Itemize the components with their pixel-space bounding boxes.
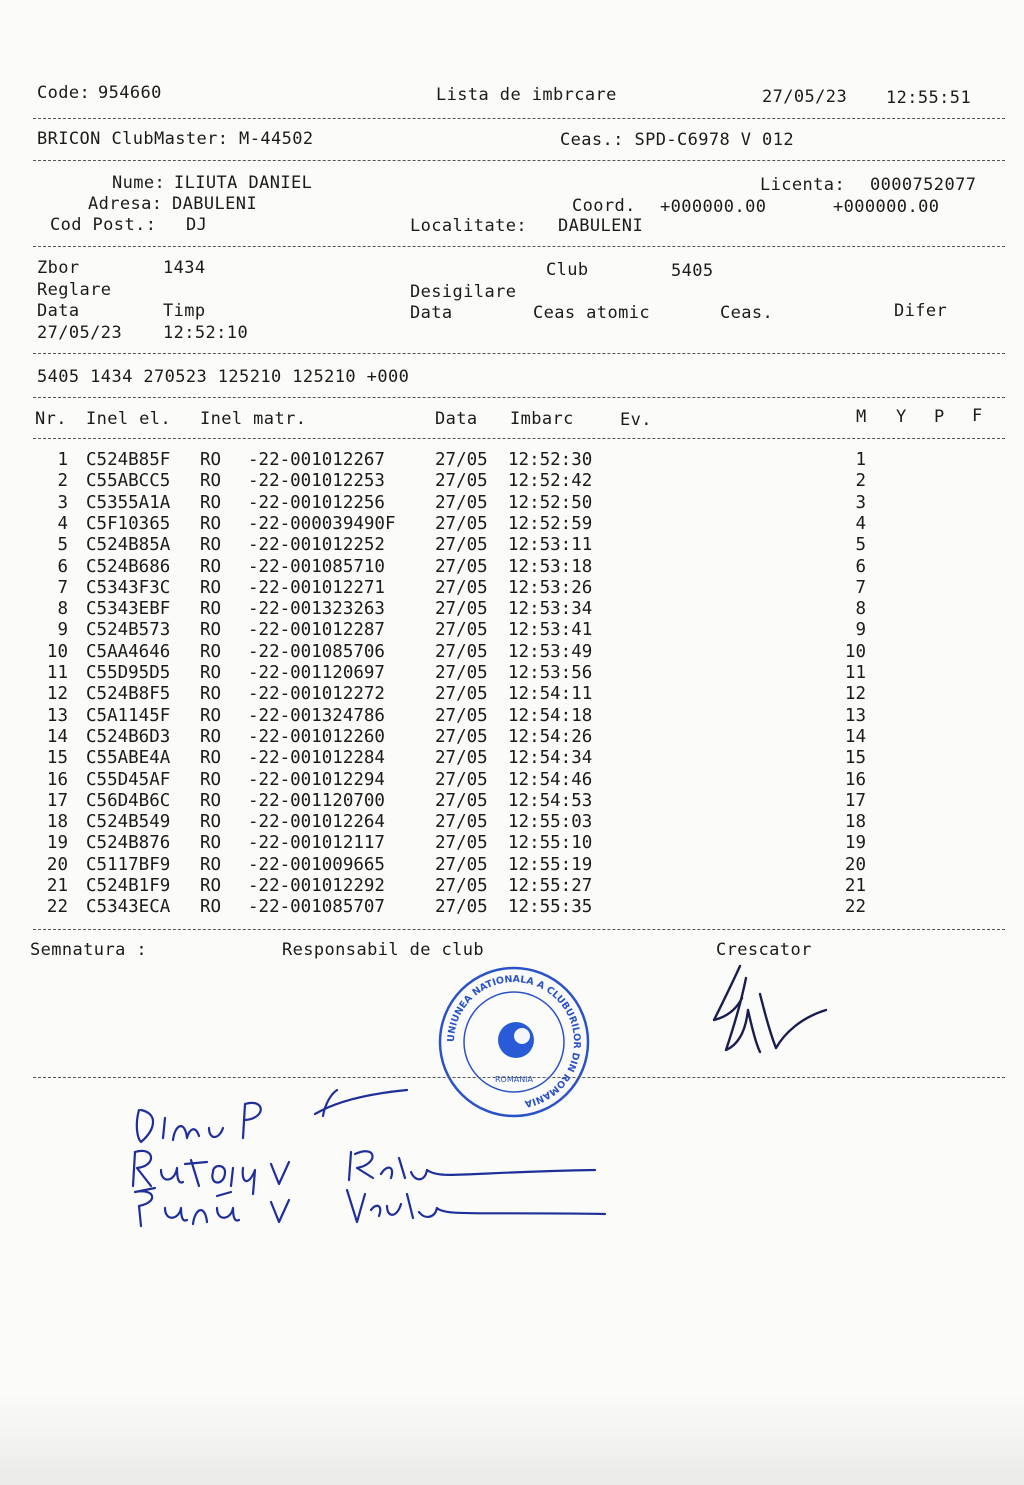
row-number: 10	[46, 641, 68, 662]
row-number: 22	[46, 897, 68, 918]
country-code: RO	[200, 620, 222, 641]
sequence-m: 19	[844, 833, 866, 854]
country-code: RO	[200, 876, 222, 896]
code-label: Code:	[37, 83, 91, 103]
boarding-time: 12:52:30	[508, 450, 593, 470]
boarding-date: 27/05	[435, 471, 488, 492]
sequence-m: 22	[844, 897, 866, 918]
sequence-m: 10	[844, 641, 866, 662]
boarding-date: 27/05	[435, 577, 488, 598]
boarding-time: 12:55:03	[508, 812, 593, 833]
ring-number: -22-001012260	[248, 726, 385, 747]
electronic-ring: C524B876	[86, 833, 171, 854]
electronic-ring: C524B573	[86, 620, 171, 641]
country-code: RO	[200, 854, 222, 875]
electronic-ring: C524B6D3	[86, 726, 171, 747]
boarding-date: 27/05	[435, 556, 488, 577]
ring-number: -22-001120700	[248, 790, 385, 811]
boarding-date: 27/05	[435, 833, 488, 854]
boarding-date: 27/05	[435, 748, 488, 769]
separator	[33, 246, 1005, 247]
stamp-inner-text: ROMANIA	[494, 1075, 534, 1084]
col-electronic-ring: Inel el.	[86, 409, 172, 429]
country-code: RO	[200, 705, 222, 726]
locality-value: DABULENI	[558, 216, 644, 236]
boarding-time: 12:55:10	[508, 833, 593, 854]
desigilare-data-label: Data	[410, 303, 453, 323]
atomic-clock-label: Ceas atomic	[533, 303, 650, 323]
boarding-date: 27/05	[435, 705, 488, 726]
row-number: 4	[57, 513, 68, 534]
boarding-time: 12:53:41	[508, 620, 593, 641]
data-label: Data	[37, 301, 80, 321]
separator	[33, 118, 1005, 119]
owner-name: ILIUTA DANIEL	[174, 173, 313, 193]
ring-number: -22-001012294	[248, 769, 385, 790]
summary-line: 5405 1434 270523 125210 125210 +000	[37, 367, 410, 387]
boarding-date: 27/05	[435, 663, 488, 683]
license-label: Licenta:	[760, 175, 846, 195]
row-number: 18	[46, 812, 68, 833]
boarding-time: 12:53:34	[508, 599, 593, 620]
sequence-m: 17	[844, 790, 866, 811]
sequence-m: 13	[844, 705, 866, 726]
country-code: RO	[200, 535, 222, 556]
flight-label: Zbor	[37, 258, 80, 278]
boarding-date: 27/05	[435, 897, 488, 918]
signature-label: Semnatura :	[30, 940, 147, 960]
sequence-m: 8	[855, 599, 866, 620]
ring-number: -22-001012256	[248, 492, 385, 513]
separator	[33, 1077, 1005, 1078]
postal-code: DJ	[186, 215, 208, 235]
clock-label: Ceas.	[720, 303, 774, 323]
country-code: RO	[200, 599, 222, 620]
country-code: RO	[200, 812, 222, 833]
breeder-label: Crescator	[716, 940, 812, 960]
print-date: 27/05/23	[762, 87, 848, 107]
country-code: RO	[200, 684, 222, 705]
sequence-m: 9	[855, 620, 866, 641]
club-label: Club	[546, 260, 589, 280]
coord-label: Coord.	[572, 196, 636, 216]
country-code: RO	[200, 833, 222, 854]
col-boarding: Imbarc	[510, 409, 574, 429]
boarding-time: 12:52:59	[508, 513, 593, 534]
ring-number: -22-001085710	[248, 556, 385, 577]
sequence-m: 5	[855, 535, 866, 556]
sequence-m: 7	[855, 577, 866, 598]
separator	[33, 929, 1005, 930]
electronic-ring: C524B686	[86, 556, 171, 577]
ring-number: -22-001085707	[248, 897, 385, 918]
boarding-time: 12:53:18	[508, 556, 593, 577]
boarding-time: 12:53:26	[508, 577, 593, 598]
row-number: 11	[46, 663, 68, 683]
electronic-ring: C524B85F	[86, 450, 171, 470]
boarding-date: 27/05	[435, 769, 488, 790]
flight-number: 1434	[163, 258, 206, 278]
breeder-signature	[700, 958, 840, 1068]
ring-number: -22-000039490F	[248, 513, 396, 534]
clock-id: Ceas.: SPD-C6978 V 012	[560, 130, 794, 150]
electronic-ring: C5117BF9	[86, 854, 171, 875]
boarding-date: 27/05	[435, 450, 488, 470]
boarding-time: 12:55:19	[508, 854, 593, 875]
coord-y: +000000.00	[833, 197, 940, 217]
country-code: RO	[200, 641, 222, 662]
club-master: BRICON ClubMaster: M-44502	[37, 129, 314, 149]
document-title: Lista de imbrcare	[436, 85, 617, 105]
row-number: 2	[57, 471, 68, 492]
row-number: 16	[46, 769, 68, 790]
code-value: 954660	[98, 83, 162, 103]
boarding-time: 12:54:34	[508, 748, 593, 769]
ring-number: -22-001324786	[248, 705, 385, 726]
row-number: 19	[46, 833, 68, 854]
country-code: RO	[200, 748, 222, 769]
ring-number: -22-001012253	[248, 471, 385, 492]
row-number: 13	[46, 705, 68, 726]
electronic-ring: C55ABE4A	[86, 748, 171, 769]
electronic-ring: C55D45AF	[86, 769, 171, 790]
stamp-ring-text: UNIUNEA NATIONALA A CLUBURILOR DIN ROMANIA	[445, 973, 583, 1110]
country-code: RO	[200, 556, 222, 577]
separator	[33, 160, 1005, 161]
col-f: F	[972, 406, 983, 426]
col-y: Y	[896, 407, 907, 427]
club-responsible-label: Responsabil de club	[282, 940, 485, 960]
ring-number: -22-001012292	[248, 876, 385, 896]
difference-label: Difer	[894, 301, 948, 321]
country-code: RO	[200, 897, 222, 918]
row-number: 21	[46, 876, 68, 896]
sequence-m: 15	[844, 748, 866, 769]
country-code: RO	[200, 471, 222, 492]
ring-number: -22-001012264	[248, 812, 385, 833]
coord-x: +000000.00	[660, 197, 767, 217]
ring-number: -22-001085706	[248, 641, 385, 662]
boarding-date: 27/05	[435, 812, 488, 833]
name-label: Nume:	[112, 173, 166, 193]
boarding-date: 27/05	[435, 876, 488, 896]
boarding-time: 12:54:53	[508, 790, 593, 811]
license-number: 0000752077	[870, 175, 977, 195]
address-label: Adresa:	[88, 194, 163, 214]
separator	[33, 353, 1005, 354]
sequence-m: 4	[855, 513, 866, 534]
country-code: RO	[200, 663, 222, 683]
ring-number: -22-001323263	[248, 599, 385, 620]
country-code: RO	[200, 577, 222, 598]
reglare-date: 27/05/23	[37, 323, 123, 343]
electronic-ring: C5355A1A	[86, 492, 171, 513]
electronic-ring: C5A1145F	[86, 705, 171, 726]
boarding-date: 27/05	[435, 599, 488, 620]
boarding-date: 27/05	[435, 492, 488, 513]
row-number: 12	[46, 684, 68, 705]
ring-number: -22-001012252	[248, 535, 385, 556]
ring-number: -22-001012287	[248, 620, 385, 641]
col-m: M	[856, 407, 867, 427]
reglare-label: Reglare	[37, 280, 112, 300]
boarding-time: 12:54:26	[508, 726, 593, 747]
locality-label: Localitate:	[410, 216, 527, 236]
sequence-m: 6	[855, 556, 866, 577]
boarding-time: 12:53:11	[508, 535, 593, 556]
print-time: 12:55:51	[886, 88, 972, 108]
handwritten-notes	[125, 1084, 615, 1234]
sequence-m: 18	[844, 812, 866, 833]
boarding-time: 12:53:49	[508, 641, 593, 662]
boarding-time: 12:52:50	[508, 492, 593, 513]
sequence-m: 11	[844, 663, 866, 683]
electronic-ring: C55D95D5	[86, 663, 171, 683]
owner-address: DABULENI	[172, 194, 258, 214]
row-number: 15	[46, 748, 68, 769]
boarding-date: 27/05	[435, 620, 488, 641]
boarding-date: 27/05	[435, 726, 488, 747]
boarding-time: 12:54:46	[508, 769, 593, 790]
country-code: RO	[200, 513, 222, 534]
col-p: P	[934, 407, 945, 427]
ring-number: -22-001012272	[248, 684, 385, 705]
electronic-ring: C524B549	[86, 812, 171, 833]
desigilare-label: Desigilare	[410, 282, 517, 302]
boarding-time: 12:55:27	[508, 876, 593, 896]
boarding-date: 27/05	[435, 790, 488, 811]
boarding-date: 27/05	[435, 513, 488, 534]
reglare-time: 12:52:10	[163, 323, 249, 343]
club-number: 5405	[671, 261, 714, 281]
ring-number: -22-001012267	[248, 450, 385, 470]
ring-number: -22-001120697	[248, 663, 385, 683]
electronic-ring: C5AA4646	[86, 641, 171, 662]
electronic-ring: C5F10365	[86, 513, 171, 534]
sequence-m: 2	[855, 471, 866, 492]
separator	[33, 397, 1005, 398]
country-code: RO	[200, 726, 222, 747]
sequence-m: 20	[844, 854, 866, 875]
ring-number: -22-001012117	[248, 833, 385, 854]
col-event: Ev.	[620, 410, 652, 430]
row-number: 8	[57, 599, 68, 620]
electronic-ring: C5343F3C	[86, 577, 171, 598]
electronic-ring: C5343EBF	[86, 599, 171, 620]
electronic-ring: C5343ECA	[86, 897, 171, 918]
ring-number: -22-001012284	[248, 748, 385, 769]
boarding-date: 27/05	[435, 854, 488, 875]
boarding-date: 27/05	[435, 535, 488, 556]
boarding-time: 12:54:18	[508, 705, 593, 726]
electronic-ring: C55ABCC5	[86, 471, 171, 492]
sequence-m: 14	[844, 726, 866, 747]
country-code: RO	[200, 492, 222, 513]
col-nr: Nr.	[35, 409, 67, 429]
ring-number: -22-001012271	[248, 577, 385, 598]
row-number: 6	[57, 556, 68, 577]
row-number: 14	[46, 726, 68, 747]
separator	[33, 438, 1005, 439]
country-code: RO	[200, 450, 222, 470]
country-code: RO	[200, 790, 222, 811]
row-number: 20	[46, 854, 68, 875]
row-number: 3	[57, 492, 68, 513]
row-number: 17	[46, 790, 68, 811]
sequence-m: 12	[844, 684, 866, 705]
boarding-date: 27/05	[435, 641, 488, 662]
row-number: 1	[57, 450, 68, 470]
col-ring-number: Inel matr.	[200, 409, 307, 429]
electronic-ring: C524B85A	[86, 535, 171, 556]
row-number: 5	[57, 535, 68, 556]
boarding-date: 27/05	[435, 684, 488, 705]
electronic-ring: C56D4B6C	[86, 790, 171, 811]
postal-label: Cod Post.:	[50, 215, 157, 235]
ring-number: -22-001009665	[248, 854, 385, 875]
boarding-time: 12:53:56	[508, 663, 593, 683]
boarding-time: 12:54:11	[508, 684, 593, 705]
electronic-ring: C524B1F9	[86, 876, 171, 896]
country-code: RO	[200, 769, 222, 790]
boarding-time: 12:52:42	[508, 471, 593, 492]
sequence-m: 16	[844, 769, 866, 790]
sequence-m: 1	[855, 450, 866, 470]
row-number: 7	[57, 577, 68, 598]
row-number: 9	[57, 620, 68, 641]
col-date: Data	[435, 409, 478, 429]
electronic-ring: C524B8F5	[86, 684, 171, 705]
paper-shadow	[0, 1395, 1024, 1485]
boarding-time: 12:55:35	[508, 897, 593, 918]
sequence-m: 3	[855, 492, 866, 513]
time-label: Timp	[163, 301, 206, 321]
sequence-m: 21	[844, 876, 866, 896]
